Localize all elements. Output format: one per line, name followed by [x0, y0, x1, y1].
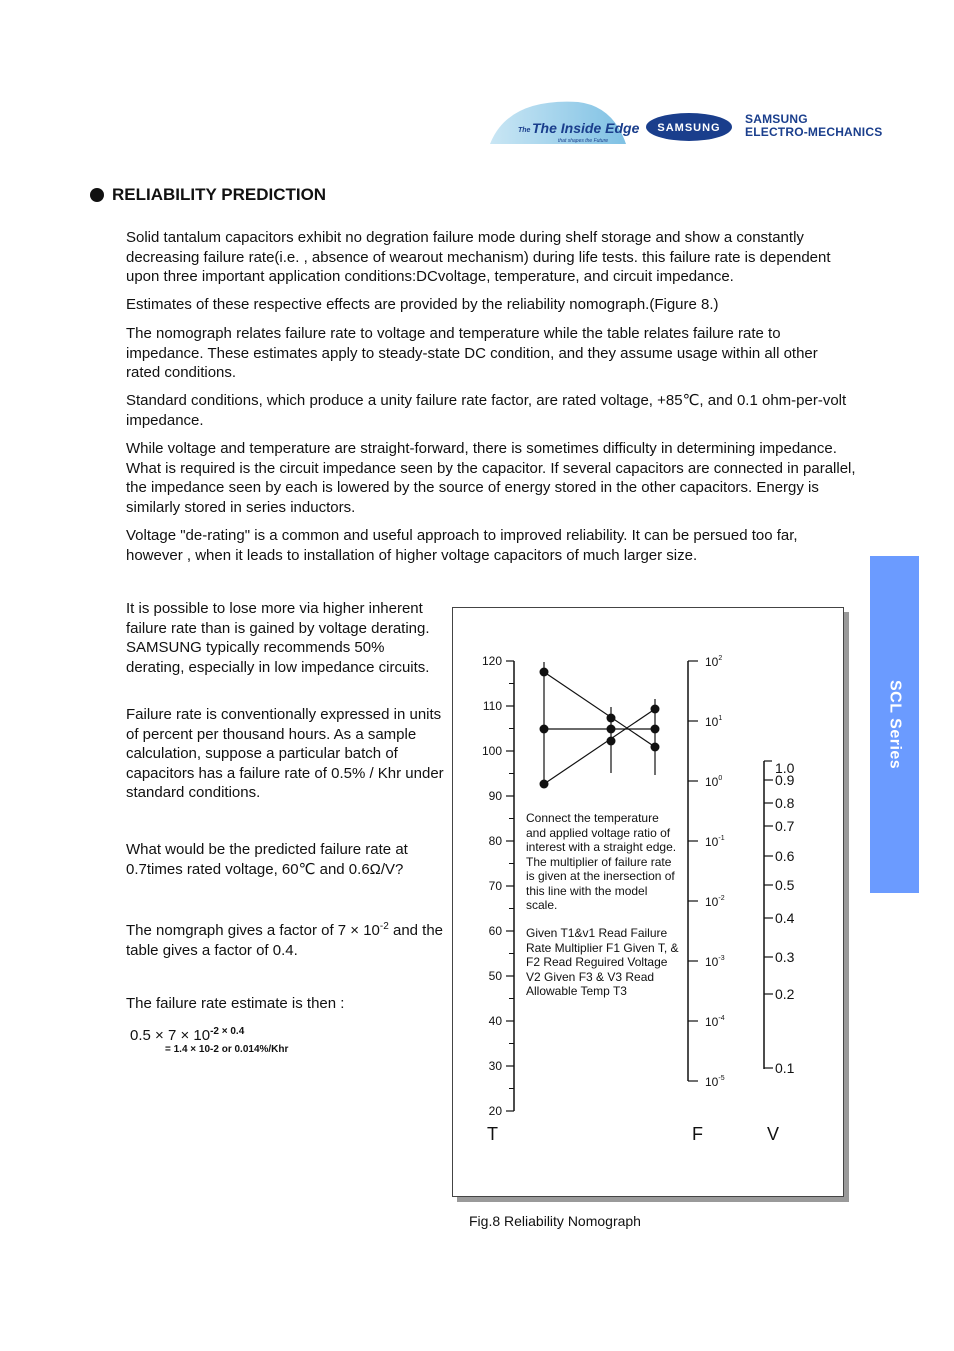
bullet-icon	[90, 188, 104, 202]
calculation: $0.5 \times 7 \times 10^{-2 \times 0.4}$	[130, 1026, 245, 1044]
left-paragraph-5: The failure rate estimate is then :	[126, 995, 345, 1012]
side-tab	[870, 556, 919, 893]
figure-note-2: Given T1&v1 Read Failure Rate Multiplier F1 Given T, & F2 Read Reguired Voltage V2 Given F3 & V3 Read Allowable Temp T3	[526, 926, 679, 998]
company-name: SAMSUNG ELECTRO-MECHANICS	[745, 112, 883, 139]
example-point	[540, 725, 549, 734]
v-tick-label: 0.1	[775, 1060, 795, 1076]
calculation-result: = 1.4 × 10-2 or 0.014%/Khr	[165, 1044, 289, 1055]
f-tick-label: $10^1$	[705, 715, 723, 729]
v-tick-label: 0.3	[775, 949, 795, 965]
f-tick-label: $10^0$	[705, 775, 723, 789]
example-point	[651, 743, 660, 752]
t-tick-label: 120	[481, 654, 502, 668]
section-title: RELIABILITY PREDICTION	[112, 185, 327, 204]
svg-text:that shapes the Future: that shapes the Future	[558, 138, 609, 144]
f-tick-label: $10^{-4}$	[705, 1015, 725, 1029]
paragraph-6: Voltage "de-rating" is a common and useful approach to improved reliability. It can be persued too far, however , when it leads to installation of higher voltage capacitors of much larger size.	[126, 527, 798, 564]
example-point	[540, 780, 549, 789]
example-point	[651, 705, 660, 714]
section-heading	[90, 185, 326, 205]
f-tick-label: $10^{-5}$	[705, 1075, 725, 1089]
side-tab-label: SCL Series	[886, 679, 904, 770]
v-tick-label: 0.7	[775, 818, 795, 834]
paragraph-2: Estimates of these respective effects are provided by the reliability nomograph.(Figure 8.)	[126, 296, 719, 313]
inside-edge-text: The Inside Edge	[532, 120, 640, 136]
example-point	[607, 725, 616, 734]
left-paragraph-1: It is possible to lose more via higher inherent failure rate than is gained by voltage derating. SAMSUNG typically recommends 50% derating, especially in low impedance circuits.	[126, 600, 430, 676]
t-tick-label: 50	[488, 969, 502, 983]
axis-label-f: F	[692, 1124, 703, 1144]
svg-text:The: The	[518, 127, 531, 134]
example-line-1	[544, 672, 655, 747]
t-tick-label: 110	[482, 699, 502, 713]
v-tick-label: 0.4	[775, 910, 795, 926]
f-tick-label: $10^{-2}$	[705, 895, 725, 909]
t-tick-label: 60	[488, 924, 502, 938]
example-point	[607, 737, 616, 746]
paragraph-3: The nomograph relates failure rate to voltage and temperature while the table relates failure rate to impedance. These estimates apply to steady-state DC condition, and they assume usage within all other rated conditions.	[126, 325, 818, 381]
paragraph-1: Solid tantalum capacitors exhibit no degration failure mode during shelf storage and show a constantly decreasing failure rate(i.e. , absence of wearout mechanism) during life tests. this failure rate is dependent upon three important application conditions:DCvoltage, temperature, and circuit impedance.	[126, 229, 831, 285]
paragraph-4: Standard conditions, which produce a unity failure rate factor, are rated voltage, +85℃, and 0.1 ohm-per-volt impedance.	[126, 392, 847, 429]
example-line-2	[544, 709, 655, 784]
t-tick-label: 90	[488, 789, 502, 803]
axis-label-v: V	[767, 1124, 780, 1144]
left-paragraph-2: Failure rate is conventionally expressed in units of percent per thousand hours. As a sample calculation, suppose a particular batch of capacitors has a failure rate of 0.5% / Khr under standard conditions.	[126, 706, 444, 801]
t-tick-label: 100	[481, 744, 502, 758]
left-paragraph-3: What would be the predicted failure rate at 0.7times rated voltage, 60℃ and 0.6Ω/V?	[126, 841, 408, 878]
samsung-logo	[645, 112, 733, 142]
f-tick-label: $10^2$	[705, 655, 723, 669]
f-tick-label: $10^{-3}$	[705, 955, 725, 969]
f-tick-label: $10^{-1}$	[705, 835, 725, 849]
t-tick-label: 70	[488, 879, 502, 893]
v-tick-label: 0.9	[775, 772, 795, 788]
example-point	[607, 714, 616, 723]
t-tick-label: 30	[488, 1059, 502, 1073]
example-point	[651, 725, 660, 734]
paragraph-5: While voltage and temperature are straight-forward, there is sometimes difficulty in determining impedance. What is required is the circuit impedance seen by the capacitor. If several capacitors are connected in parallel, the impedance seen by each is lowered by the source of energy stored in the other capacitors. Energy is similarly stored in series inductors.	[126, 440, 856, 516]
v-tick-label: 0.2	[775, 986, 795, 1002]
t-tick-label: 20	[488, 1104, 502, 1118]
v-tick-label: 0.6	[775, 848, 795, 864]
v-tick-label: 0.8	[775, 795, 795, 811]
v-tick-label: 0.5	[775, 877, 795, 893]
left-paragraph-4: The nomgraph gives a factor of $7 \times 10^{-2}$ and the table gives a factor of 0.4.	[126, 921, 444, 959]
figure-caption: Fig.8 Reliability Nomograph	[469, 1213, 641, 1229]
t-tick-label: 40	[488, 1014, 502, 1028]
example-point	[540, 668, 549, 677]
v-tick-label: 1.0	[775, 760, 795, 776]
axis-label-t: T	[487, 1124, 498, 1144]
svg-text:SAMSUNG: SAMSUNG	[657, 122, 721, 134]
figure-note-1: Connect the temperature and applied voltage ratio of interest with a straight edge. The multiplier of failure rate is given at the inersection of this line with the model scale.	[526, 811, 677, 912]
t-tick-label: 80	[488, 834, 502, 848]
inside-edge-logo	[488, 96, 640, 146]
